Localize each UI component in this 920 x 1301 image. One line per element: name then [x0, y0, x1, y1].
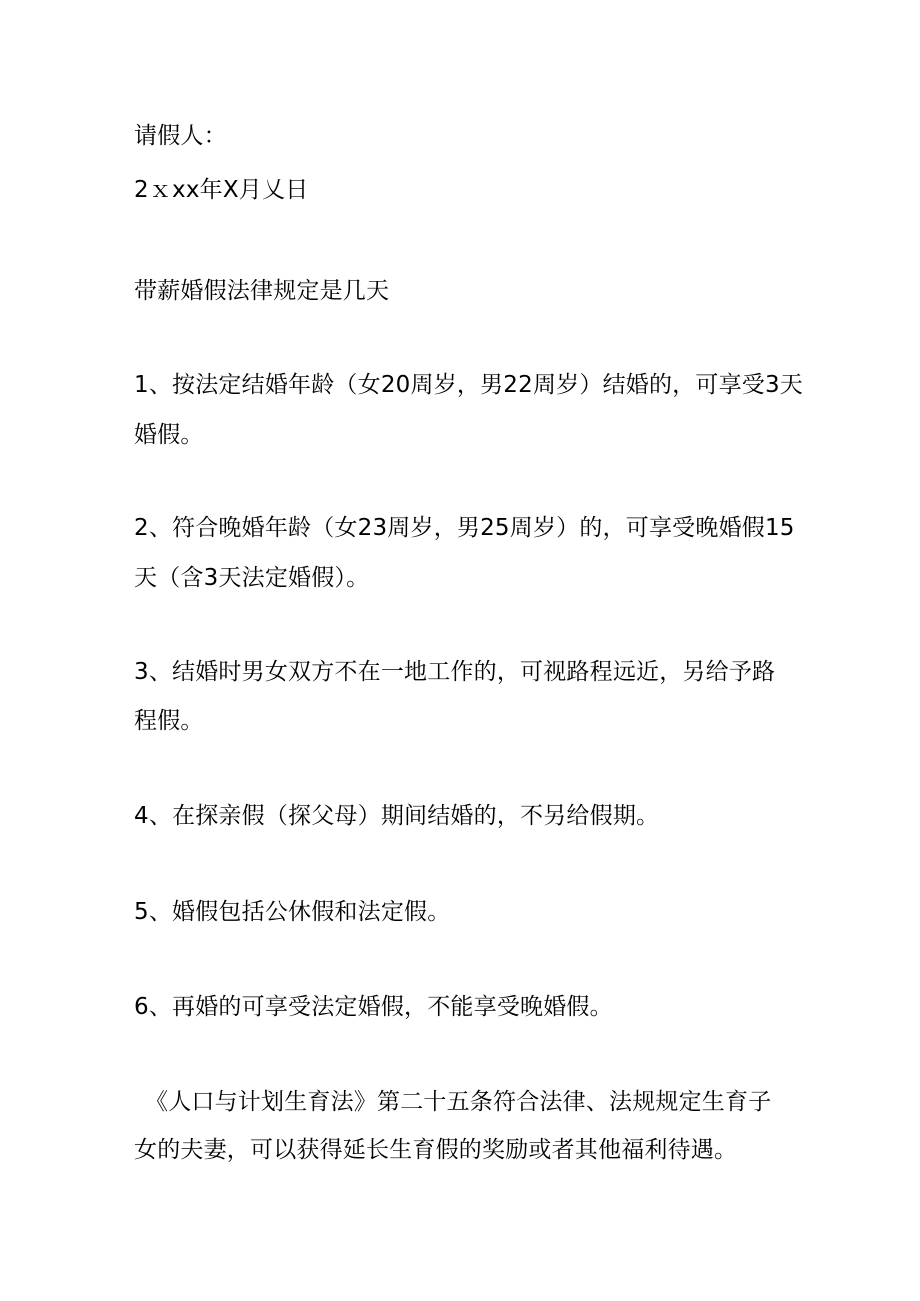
list-item-3-line2: 程假。: [134, 708, 204, 734]
list-item-2-line2: 天（含3天法定婚假）。: [134, 565, 370, 591]
list-item-1-line1: 1、按法定结婚年龄（女20周岁，男22周岁）结婚的，可享受3天: [134, 372, 803, 398]
list-item-2-line1: 2、符合晚婚年龄（女23周岁，男25周岁）的，可享受晚婚假15: [134, 515, 795, 541]
law-paragraph-line1: 《人口与计划生育法》第二十五条符合法律、法规规定生育子: [145, 1089, 772, 1115]
list-item-6: 6、再婚的可享受法定婚假，不能享受晚婚假。: [134, 994, 613, 1020]
list-item-4: 4、在探亲假（探父母）期间结婚的，不另给假期。: [134, 803, 660, 829]
applicant-label: 请假人：: [134, 123, 227, 149]
list-item-3-line1: 3、结婚时男女双方不在一地工作的，可视路程远近，另给予路: [134, 659, 776, 685]
list-item-5: 5、婚假包括公休假和法定假。: [134, 899, 451, 925]
section-title: 带薪婚假法律规定是几天: [134, 278, 390, 304]
date-line: 2ｘxx年X月乂日: [134, 177, 309, 203]
list-item-1-line2: 婚假。: [134, 422, 204, 448]
law-paragraph-line2: 女的夫妻，可以获得延长生育假的奖励或者其他福利待遇。: [134, 1137, 738, 1163]
